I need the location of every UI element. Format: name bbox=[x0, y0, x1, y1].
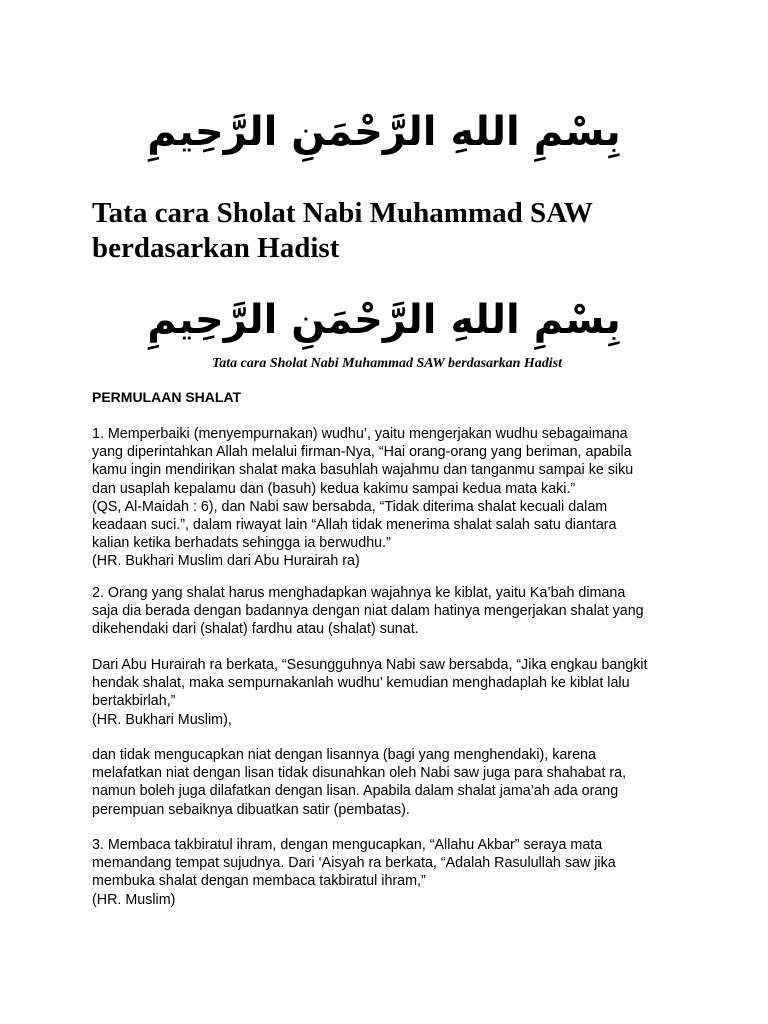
paragraph-5 bbox=[92, 836, 692, 909]
paragraph-line: 1. Memperbaiki (menyempurnakan) wudhu’, yaitu mengerjakan wudhu sebagaimana bbox=[92, 426, 628, 442]
paragraph-line: yang diperintahkan Allah melalui firman-Nya, “Hai orang-orang yang beriman, apabila bbox=[92, 444, 632, 461]
paragraph-line: perempuan sebaiknya dibuatkan satir (pembatas). bbox=[92, 801, 410, 818]
paragraph-line: Dari Abu Hurairah ra berkata, “Sesungguhnya Nabi saw bersabda, “Jika engkau bangkit bbox=[92, 657, 648, 673]
paragraph-line: (HR. Bukhari Muslim), bbox=[92, 711, 232, 728]
paragraph-line: bertakbirlah,” bbox=[92, 693, 176, 710]
paragraph-line: hendak shalat, maka sempurnakanlah wudhu’ kemudian menghadaplah ke kiblat lalu bbox=[92, 675, 630, 692]
paragraph-line: (QS, Al-Maidah : 6), dan Nabi saw bersabda, “Tidak diterima shalat kecuali dalam bbox=[92, 498, 608, 515]
title-line-1: Tata cara Sholat Nabi Muhammad SAW bbox=[92, 197, 593, 229]
paragraph-line: memandang tempat sujudnya. Dari ‘Aisyah ra berkata, “Adalah Rasulullah saw jika bbox=[92, 855, 616, 872]
paragraph-line: keadaan suci.”, dalam riwayat lain “Allah tidak menerima shalat salah satu diantara bbox=[92, 517, 617, 534]
paragraph-2 bbox=[92, 584, 692, 639]
paragraph-line: (HR. Bukhari Muslim dari Abu Hurairah ra) bbox=[92, 553, 360, 570]
paragraph-1 bbox=[92, 425, 692, 571]
basmala-calligraphy-second: بِسْمِ اللهِ الرَّحْمَنِ الرَّحِيمِ bbox=[147, 297, 621, 343]
paragraph-line: membuka shalat dengan membaca takbiratul ihram,” bbox=[92, 873, 426, 890]
section-heading: PERMULAAN SHALAT bbox=[92, 389, 242, 405]
title-line-2: berdasarkan Hadist bbox=[92, 232, 340, 264]
basmala-calligraphy: بِسْمِ اللهِ الرَّحْمَنِ الرَّحِيمِ bbox=[147, 109, 621, 155]
paragraph-line: 3. Membaca takbiratul ihram, dengan mengucapkan, “Allahu Akbar” seraya mata bbox=[92, 837, 603, 853]
paragraph-line: kamu ingin mendirikan shalat maka basuhlah wajahmu dan tanganmu sampai ke siku bbox=[92, 462, 634, 479]
paragraph-line: namun boleh juga dilafatkan dengan lisan. Apabila dalam shalat jama’ah ada orang bbox=[92, 783, 619, 800]
paragraph-line: melafatkan niat dengan lisan tidak disunahkan oleh Nabi saw juga para shahabat ra, bbox=[92, 765, 627, 782]
paragraph-line: dikehendaki dari (shalat) fardhu atau (shalat) sunat. bbox=[92, 621, 419, 638]
page-title bbox=[92, 196, 712, 266]
paragraph-4 bbox=[92, 746, 692, 819]
paragraph-line: kalian ketika berhadats sehingga ia berwudhu.” bbox=[92, 535, 391, 552]
paragraph-line: saja dia berada dengan badannya dengan niat dalam hatinya mengerjakan shalat yang bbox=[92, 603, 644, 620]
paragraph-line: 2. Orang yang shalat harus menghadapkan wajahnya ke kiblat, yaitu Ka’bah dimana bbox=[92, 585, 626, 601]
paragraph-line: (HR. Muslim) bbox=[92, 891, 176, 908]
paragraph-line: dan usaplah kepalamu dan (basuh) kedua kakimu sampai kedua mata kaki.” bbox=[92, 480, 576, 497]
paragraph-line: dan tidak mengucapkan niat dengan lisannya (bagi yang menghendaki), karena bbox=[92, 747, 596, 763]
paragraph-3 bbox=[92, 656, 692, 729]
subtitle: Tata cara Sholat Nabi Muhammad SAW berdasarkan Hadist bbox=[212, 356, 562, 371]
